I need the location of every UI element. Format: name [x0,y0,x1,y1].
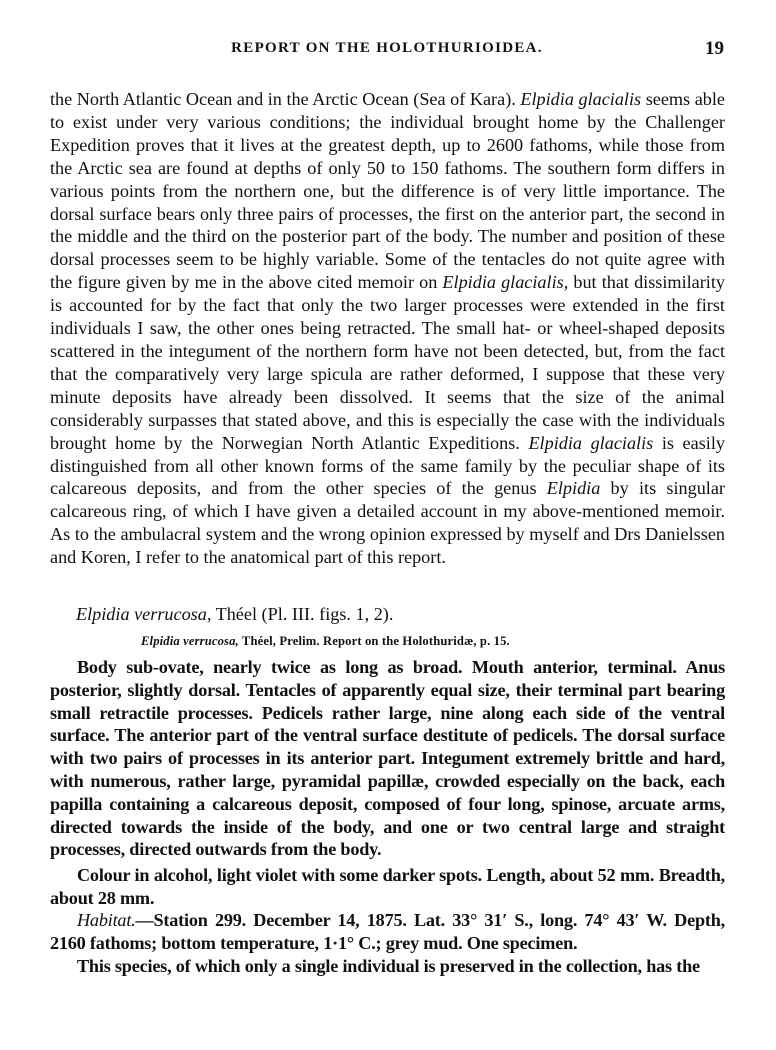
synonymy-citation [141,634,510,649]
text-run: is easily distinguished from all other known forms of the same family by the peculiar shape of its calcareous deposits, and from the other species of the genus [50,432,725,499]
habitat-text: —Station 299. December 14, 1875. Lat. 33° 31′ S., long. 74° 43′ W. Depth, 2160 fathoms; bottom temperature, 1·1° C.; grey mud. One specimen. [50,910,725,953]
species-heading-rest: Théel (Pl. III. figs. 1, 2). [211,604,394,624]
text-run: the North Atlantic Ocean and in the Arctic Ocean (Sea of Kara). [50,89,521,109]
italic-genus-name: Elpidia [546,478,601,499]
running-head [50,40,724,64]
species-description: Body sub-ovate, nearly twice as long as broad. Mouth anterior, terminal. Anus posterior, slightly dorsal. Tentacles of apparently equal size, their terminal part bearing small retractile processes. Pedicels rather large, nine along each side of the ventral surface. The anterior part of the ventral surface destitute of pedicels. The dorsal surface with two pairs of processes in its anterior part. Integument extremely brittle and hard, with numerous, rather large, pyramidal papillæ, crowded especially on the back, each papilla containing a calcareous deposit, composed of four long, spinose, arcuate arms, directed towards the inside of the body, and one or two central large and straight processes, directed outwards from the body. [50,657,725,860]
colour-paragraph: Colour in alcohol, light violet with some darker spots. Length, about 52 mm. Breadth, about 28 mm. [50,865,725,908]
habitat-label: Habitat. [77,910,136,930]
text-run: but that dissimilarity is accounted for by the fact that only the two larger processes were extended in the first individuals I saw, the other ones being retracted. The small hat- or wheel-shaped deposits scattered in the integument of the northern form have not been detected, but, from the fact that the comparatively very large spicula are rather deformed, I suppose that these very minute deposits have already been dissolved. It seems that the size of the animal considerably surpasses that stated above, and this is especially the case with the individuals brought home by the Norwegian North Atlantic Expeditions. [50,272,726,453]
citation-name: Elpidia verrucosa, [141,634,239,648]
species-heading-name: Elpidia verrucosa, [76,604,212,624]
running-title: REPORT ON THE HOLOTHURIOIDEA. [231,40,543,56]
species-heading [76,604,393,625]
text-run: seems able to exist under very various conditions; the individual brought home by the Challenger Expedition proves that it lives at the greatest depth, up to 2600 fathoms, while those from the Arctic sea are found at depths of only 50 to 150 fathoms. The southern form differs in various points from the northern one, but the difference is of very little importance. The dorsal surface bears only three pairs of processes, the first on the anterior part, the second in the middle and the third on the posterior part of the body. The number and position of these dorsal processes seem to be highly variable. Some of the tentacles do not quite agree with the figure given by me in the above cited memoir on [50,89,725,293]
continuing-paragraph: This species, of which only a single individual is preserved in the collection, has the [77,956,700,976]
text-run: by its singular calcareous ring, of which I have given a detailed account in my above-mentioned memoir. As to the ambulacral system and the wrong opinion expressed by myself and Drs Danielssen and Koren, I refer to the anatomical part of this report. [50,478,725,568]
italic-species-name: Elpidia glacialis, [442,272,569,293]
italic-species-name: Elpidia glacialis [520,89,642,109]
paragraph-elpidia-glacialis [50,88,725,569]
habitat-paragraph [50,909,725,955]
italic-species-name: Elpidia glacialis [528,432,654,453]
page-number: 19 [705,38,724,59]
citation-rest: Théel, Prelim. Report on the Holothuridæ, p. 15. [238,634,510,648]
